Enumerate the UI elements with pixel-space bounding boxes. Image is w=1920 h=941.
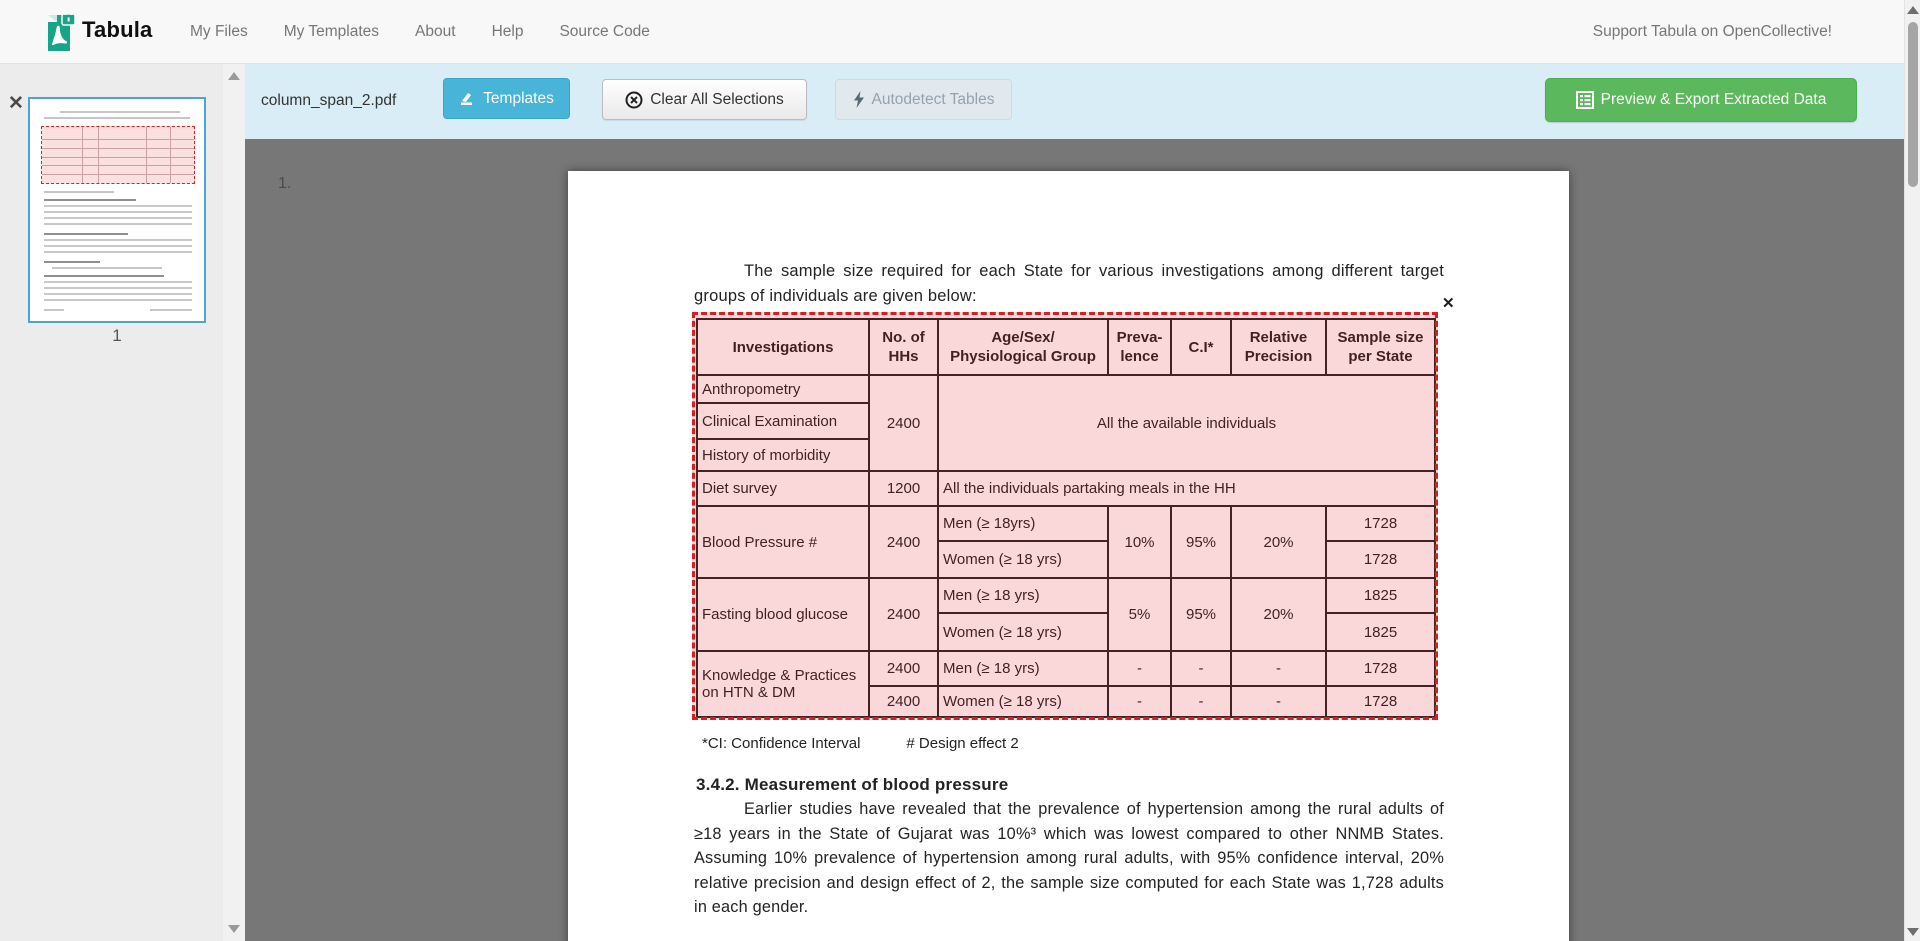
cell-k-women: Women (≥ 18 yrs) bbox=[938, 686, 1108, 717]
thumb-text-line bbox=[44, 191, 114, 193]
pdf-viewer-area bbox=[245, 139, 1904, 941]
toolbar bbox=[245, 64, 1904, 139]
col-investigations: Investigations bbox=[697, 319, 869, 375]
cell-k-men: Men (≥ 18 yrs) bbox=[938, 651, 1108, 686]
nav-item-my-templates[interactable]: My Templates bbox=[283, 23, 380, 40]
thumbnail-page-number: 1 bbox=[112, 326, 122, 345]
cell-k-hhs-women: 2400 bbox=[869, 686, 938, 717]
thumb-heading-line bbox=[44, 233, 128, 235]
cell-all-partaking: All the individuals partaking meals in the HH bbox=[938, 471, 1435, 506]
cell-diet-survey: Diet survey bbox=[697, 471, 869, 506]
cell-fbg-n-men: 1825 bbox=[1326, 578, 1435, 613]
thumb-heading-line bbox=[44, 199, 136, 201]
lightning-bolt-icon bbox=[853, 91, 865, 108]
tabula-logo-icon bbox=[44, 10, 76, 53]
thumb-paragraph bbox=[44, 281, 192, 301]
thumb-heading-line bbox=[44, 275, 164, 277]
cell-clinical-examination: Clinical Examination bbox=[697, 403, 869, 439]
cell-bp-ci: 95% bbox=[1171, 506, 1231, 578]
cell-fbg-ci: 95% bbox=[1171, 578, 1231, 651]
thumb-paragraph bbox=[44, 239, 192, 255]
cell-hhs-fbg: 2400 bbox=[869, 578, 938, 651]
cell-fbg-men: Men (≥ 18 yrs) bbox=[938, 578, 1108, 613]
preview-export-button[interactable] bbox=[1545, 78, 1857, 122]
brand-title[interactable]: Tabula bbox=[82, 17, 153, 42]
cell-hhs-1200: 1200 bbox=[869, 471, 938, 506]
cell-k-n-women: 1728 bbox=[1326, 686, 1435, 717]
navbar bbox=[0, 0, 1920, 64]
nav-item-about[interactable]: About bbox=[415, 23, 456, 40]
sidebar-scrollbar[interactable] bbox=[223, 64, 245, 941]
cell-fbg-n-women: 1825 bbox=[1326, 613, 1435, 651]
thumb-heading-line bbox=[44, 261, 100, 263]
cell-k-dash5: - bbox=[1171, 686, 1231, 717]
cell-fbg-prevalence: 5% bbox=[1108, 578, 1171, 651]
cell-blood-pressure: Blood Pressure # bbox=[697, 506, 869, 578]
templates-button[interactable] bbox=[443, 78, 570, 119]
nav-item-help[interactable]: Help bbox=[491, 23, 524, 40]
sidebar-scroll-up-arrow[interactable] bbox=[228, 72, 240, 80]
thumb-text-line bbox=[60, 111, 180, 113]
cell-bp-n-men: 1728 bbox=[1326, 506, 1435, 541]
thumb-footer-line bbox=[44, 309, 64, 311]
thumb-paragraph bbox=[44, 205, 192, 227]
table-list-icon bbox=[1576, 91, 1594, 109]
cell-k-hhs-men: 2400 bbox=[869, 651, 938, 686]
thumb-selection-preview bbox=[41, 126, 195, 184]
table-selection-box[interactable] bbox=[692, 312, 1438, 720]
page-marker: 1. bbox=[278, 175, 292, 192]
remove-file-button[interactable]: ✕ bbox=[8, 93, 24, 114]
autodetect-tables-label: Autodetect Tables bbox=[871, 90, 995, 108]
clear-all-selections-label: Clear All Selections bbox=[650, 90, 784, 108]
cell-bp-women: Women (≥ 18 yrs) bbox=[938, 541, 1108, 578]
cell-k-dash6: - bbox=[1231, 686, 1326, 717]
cell-all-available: All the available individuals bbox=[938, 375, 1435, 471]
col-age-sex-group: Age/Sex/ Physiological Group bbox=[938, 319, 1108, 375]
thumb-footer-line bbox=[150, 309, 192, 311]
window-scrollbar[interactable] bbox=[1904, 0, 1920, 941]
cell-history-morbidity: History of morbidity bbox=[697, 439, 869, 471]
pdf-page[interactable] bbox=[568, 171, 1569, 941]
clear-all-selections-button[interactable] bbox=[602, 79, 807, 120]
col-relative-precision: Relative Precision bbox=[1231, 319, 1326, 375]
page-thumbnail-sidebar bbox=[0, 64, 245, 941]
window-scroll-down-arrow[interactable] bbox=[1907, 928, 1919, 936]
pdf-section-heading: 3.4.2. Measurement of blood pressure bbox=[696, 775, 1009, 794]
page-thumbnail[interactable] bbox=[28, 97, 206, 323]
cell-k-dash4: - bbox=[1108, 686, 1171, 717]
nav-item-my-files[interactable]: My Files bbox=[190, 23, 248, 40]
cell-hhs-bp: 2400 bbox=[869, 506, 938, 578]
window-scrollbar-thumb[interactable] bbox=[1908, 22, 1918, 187]
cell-k-n-men: 1728 bbox=[1326, 651, 1435, 686]
col-no-of-hhs: No. of HHs bbox=[869, 319, 938, 375]
thumb-text-line bbox=[52, 267, 162, 269]
nav-links bbox=[190, 0, 650, 64]
window-scroll-up-arrow[interactable] bbox=[1907, 6, 1919, 14]
selection-close-icon[interactable]: ✕ bbox=[1442, 295, 1455, 312]
col-ci: C.I* bbox=[1171, 319, 1231, 375]
col-sample-size: Sample size per State bbox=[1326, 319, 1435, 375]
preview-export-label: Preview & Export Extracted Data bbox=[1600, 91, 1827, 108]
cell-k-dash1: - bbox=[1108, 651, 1171, 686]
cell-bp-n-women: 1728 bbox=[1326, 541, 1435, 578]
cell-bp-precision: 20% bbox=[1231, 506, 1326, 578]
autodetect-tables-button[interactable] bbox=[835, 79, 1012, 120]
nav-item-source-code[interactable]: Source Code bbox=[559, 23, 650, 40]
cell-k-dash2: - bbox=[1171, 651, 1231, 686]
pdf-paragraph-intro: The sample size required for each State for various investigations among different target groups of individuals are given below: bbox=[694, 262, 1444, 305]
remove-circle-icon bbox=[625, 91, 643, 109]
col-prevalence: Preva- lence bbox=[1108, 319, 1171, 375]
cell-fbg-precision: 20% bbox=[1231, 578, 1326, 651]
cell-bp-prevalence: 10% bbox=[1108, 506, 1171, 578]
document-filename: column_span_2.pdf bbox=[261, 92, 397, 109]
cell-fasting-glucose: Fasting blood glucose bbox=[697, 578, 869, 651]
thumb-text-line bbox=[44, 117, 190, 119]
support-link[interactable]: Support Tabula on OpenCollective! bbox=[1592, 23, 1832, 40]
footnote-design-effect: # Design effect 2 bbox=[906, 735, 1019, 752]
template-icon bbox=[459, 91, 476, 107]
table-footnote bbox=[702, 735, 1019, 752]
footnote-ci: *CI: Confidence Interval bbox=[702, 735, 861, 752]
pdf-paragraph-body: Earlier studies have revealed that the prevalence of hypertension among the rural adults of ≥18 years in the State of Gujarat was 10%³ which was lowest compared to other NNMB States. Assuming 10% prevalence of hypertension among rural adults, with 95% confidence interval, 20% relative precision and design effect of 2, the sample size computed for each State was 1,728 adults in each gender. bbox=[694, 800, 1444, 916]
cell-anthropometry: Anthropometry bbox=[697, 375, 869, 403]
cell-knowledge-practices: Knowledge & Practices on HTN & DM bbox=[697, 651, 869, 717]
templates-button-label: Templates bbox=[483, 89, 554, 107]
cell-hhs-2400: 2400 bbox=[869, 375, 938, 471]
cell-k-dash3: - bbox=[1231, 651, 1326, 686]
cell-fbg-women: Women (≥ 18 yrs) bbox=[938, 613, 1108, 651]
cell-bp-men: Men (≥ 18yrs) bbox=[938, 506, 1108, 541]
sidebar-scroll-down-arrow[interactable] bbox=[228, 925, 240, 933]
